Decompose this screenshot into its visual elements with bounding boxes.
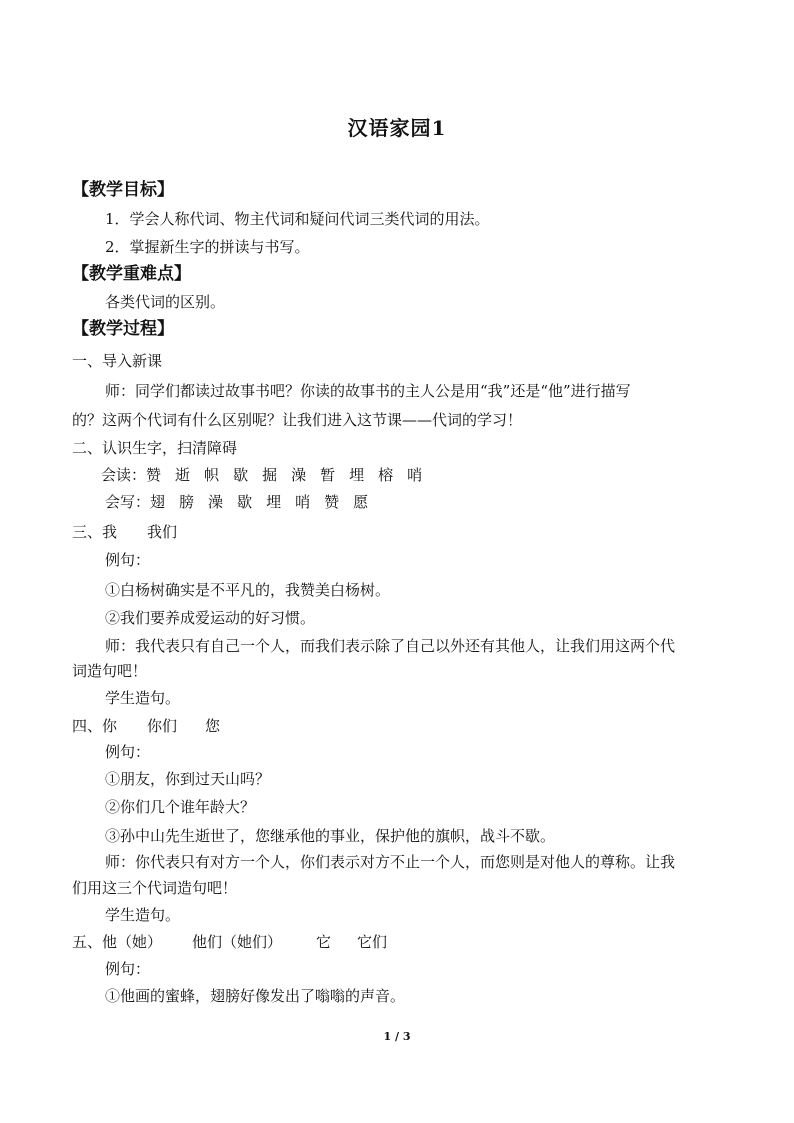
read-char: 埋: [349, 466, 365, 484]
part1-paragraph-line2: 的？这两个代词有什么区别呢？让我们进入这节课——代词的学习！: [72, 411, 523, 429]
part4-example-2: ②你们几个谁年龄大？: [105, 798, 256, 816]
page-number: 1 / 3: [383, 1030, 411, 1043]
part5-example-1: ①他画的蜜蜂，翅膀好像发出了嗡嗡的声音。: [105, 987, 406, 1005]
part3-example-1: ①白杨树确实是不平凡的，我赞美白杨树。: [105, 581, 391, 599]
read-char: 帜: [204, 466, 220, 484]
goal-item-1: 1．学会人称代词、物主代词和疑问代词三类代词的用法。: [105, 210, 490, 228]
read-char: 赞: [146, 466, 162, 484]
part3-teacher-line1: 师：我代表只有自己一个人，而我们表示除了自己以外还有其他人，让我们用这两个代: [105, 637, 676, 655]
part3-example-label: 例句：: [105, 551, 151, 569]
write-char: 歇: [237, 493, 253, 511]
part3-heading: [72, 522, 177, 542]
part4-heading: [72, 716, 220, 736]
part2-read-row: [101, 465, 436, 485]
read-char: 逝: [175, 466, 191, 484]
write-char: 澡: [208, 493, 224, 511]
part4-heading-b: 你们: [147, 717, 178, 735]
part2-write-row: [105, 492, 382, 512]
read-char: 榕: [378, 466, 394, 484]
part3-teacher-line2: 词造句吧！: [72, 662, 148, 680]
part4-example-1: ①朋友，你到过天山吗？: [105, 770, 271, 788]
part3-heading-b: 我们: [147, 523, 178, 541]
read-label: 会读：: [101, 466, 147, 484]
read-char: 澡: [291, 466, 307, 484]
part3-student: 学生造句。: [105, 689, 181, 707]
part5-heading: [72, 932, 387, 952]
part4-student: 学生造句。: [105, 906, 181, 924]
read-char: 掘: [262, 466, 278, 484]
part4-example-3: ③孙中山先生逝世了，您继承他的事业，保护他的旗帜，战斗不歇。: [105, 827, 556, 845]
write-char: 膀: [179, 493, 195, 511]
write-label: 会写：: [105, 493, 151, 511]
write-char: 哨: [295, 493, 311, 511]
part5-example-label: 例句：: [105, 960, 151, 978]
read-char: 哨: [407, 466, 423, 484]
section-heading-process: 【教学过程】: [72, 319, 174, 339]
write-char: 赞: [324, 493, 340, 511]
section-heading-key-points: 【教学重难点】: [72, 264, 191, 284]
part3-example-2: ②我们要养成爱运动的好习惯。: [105, 609, 316, 627]
write-char: 翅: [150, 493, 166, 511]
part5-heading-a: 五、他（她）: [72, 933, 163, 951]
part1-heading: 一、导入新课: [72, 352, 163, 370]
part5-heading-c: 它: [316, 933, 332, 951]
part4-heading-a: 四、你: [72, 717, 118, 735]
part4-example-label: 例句：: [105, 743, 151, 761]
page-title: 汉语家园1: [347, 116, 447, 140]
part4-teacher-line2: 们用这三个代词造句吧！: [72, 879, 238, 897]
section-heading-goals: 【教学目标】: [72, 180, 174, 200]
part4-heading-c: 您: [205, 717, 221, 735]
part4-teacher-line1: 师：你代表只有对方一个人，你们表示对方不止一个人，而您则是对他人的尊称。让我: [105, 853, 676, 871]
part3-heading-a: 三、我: [72, 523, 118, 541]
part2-heading: 二、认识生字，扫清障碍: [72, 439, 238, 457]
read-char: 歇: [233, 466, 249, 484]
read-char: 暂: [320, 466, 336, 484]
write-char: 愿: [353, 493, 369, 511]
goal-item-2: 2．掌握新生字的拼读与书写。: [105, 238, 310, 256]
part5-heading-b: 他们（她们）: [192, 933, 283, 951]
write-char: 埋: [266, 493, 282, 511]
part5-heading-d: 它们: [357, 933, 388, 951]
key-points-text: 各类代词的区别。: [105, 293, 226, 311]
part1-paragraph-line1: 师：同学们都读过故事书吧？你读的故事书的主人公是用“我”还是“他”进行描写: [105, 382, 631, 400]
